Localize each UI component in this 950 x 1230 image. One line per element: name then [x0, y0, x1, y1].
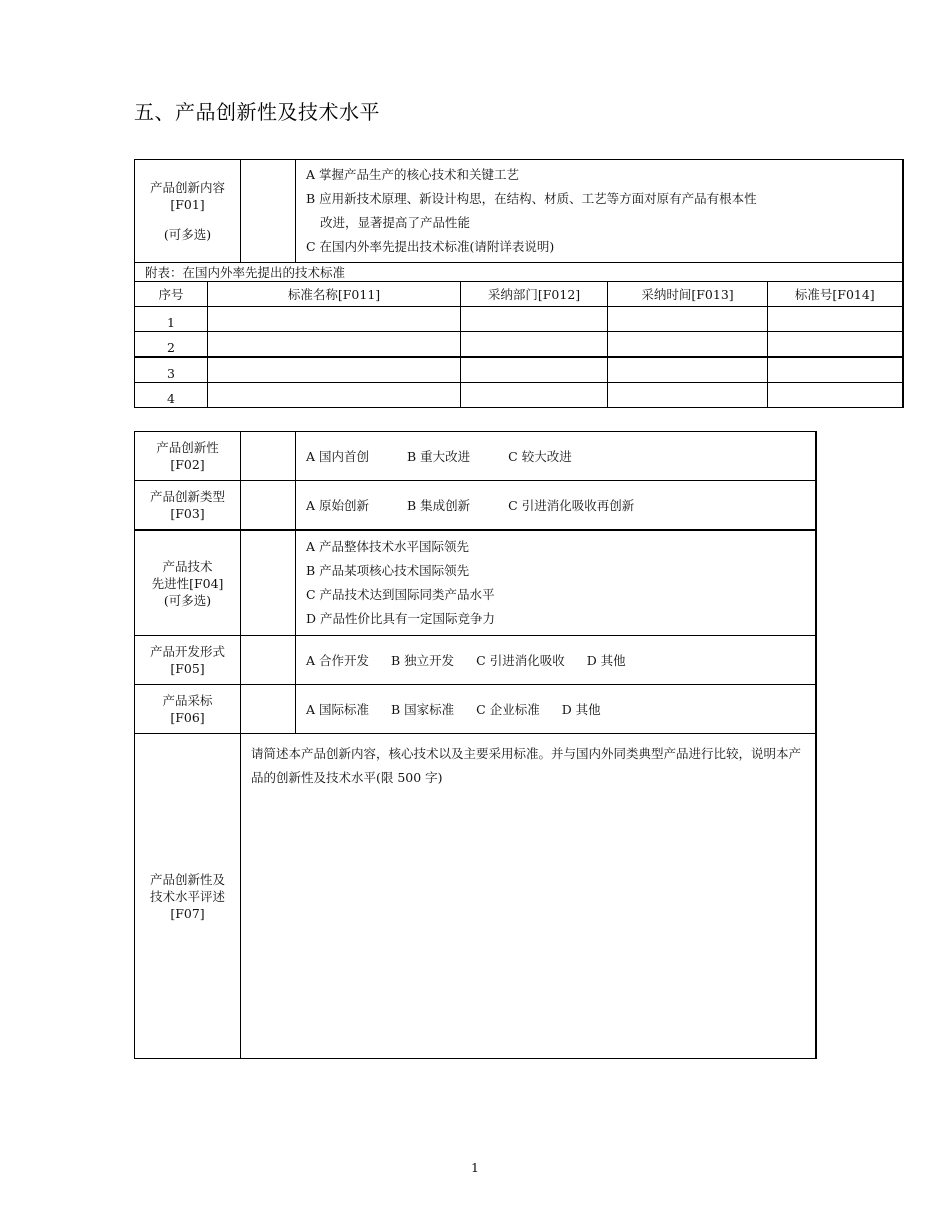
adopting-dept-cell[interactable] [461, 383, 608, 408]
f05-label-cell [135, 636, 241, 685]
f04-option-a: A 产品整体技术水平国际领先 [306, 539, 470, 554]
f06-label-cell [135, 685, 241, 734]
f03-label-code: [F03] [170, 506, 205, 521]
f02-row [135, 432, 816, 481]
row-index: 3 [135, 357, 208, 383]
f01-option-c: C 在国内外率先提出技术标准(请附详表说明) [306, 239, 555, 254]
standard-number-cell[interactable] [768, 357, 903, 383]
f03-options-cell [296, 481, 816, 531]
f05-choice-cell[interactable] [241, 636, 296, 685]
f04-row [135, 530, 816, 636]
f07-label-code: [F07] [170, 905, 205, 921]
f04-label-cell [135, 530, 241, 636]
f06-option-a: A 国际标准 [306, 701, 370, 717]
f01-label-code: [F01] [170, 197, 205, 212]
f02-option-b: B 重大改进 [407, 448, 471, 464]
f04-label-note: (可多选) [163, 592, 212, 608]
standard-name-cell[interactable] [208, 383, 461, 408]
f04-label-title: 产品技术 [162, 558, 213, 574]
appendix-header-row [135, 282, 903, 307]
standard-number-cell[interactable] [768, 307, 903, 332]
innovation-assessment-table [134, 431, 817, 1059]
f05-label-code: [F05] [170, 661, 205, 676]
appendix-title-row [135, 263, 903, 282]
f01-option-a: A 掌握产品生产的核心技术和关键工艺 [306, 167, 520, 182]
standard-name-cell[interactable] [208, 332, 461, 358]
f04-label-code: 先进性[F04] [151, 575, 224, 591]
f01-options-cell [296, 160, 903, 263]
standard-name-cell[interactable] [208, 357, 461, 383]
f01-option-b-continued: 改进，显著提高了产品性能 [320, 215, 471, 230]
f02-option-c: C 较大改进 [508, 448, 572, 464]
col-header-adopting-dept: 采纳部门[F012] [461, 282, 608, 307]
f05-option-b: B 独立开发 [391, 652, 455, 668]
f06-option-b: B 国家标准 [391, 701, 455, 717]
f01-label-cell [135, 160, 241, 263]
f02-option-a: A 国内首创 [306, 448, 370, 464]
f05-option-c: C 引进消化吸收 [476, 652, 565, 668]
f07-label-cell [135, 734, 241, 1059]
f06-label-title: 产品采标 [162, 693, 213, 708]
adopting-dept-cell[interactable] [461, 307, 608, 332]
f01-choice-cell[interactable] [241, 160, 296, 263]
adopting-dept-cell[interactable] [461, 357, 608, 383]
f01-label-title: 产品创新内容 [150, 180, 226, 195]
f01-option-b: B 应用新技术原理、新设计构思，在结构、材质、工艺等方面对原有产品有根本性 [306, 191, 757, 206]
f04-option-d: D 产品性价比具有一定国际竞争力 [306, 611, 495, 626]
f03-option-c: C 引进消化吸收再创新 [508, 497, 635, 513]
adoption-time-cell[interactable] [608, 307, 768, 332]
col-header-index: 序号 [135, 282, 208, 307]
appendix-title: 附表：在国内外率先提出的技术标准 [135, 263, 903, 282]
f04-options-cell [296, 530, 816, 636]
standard-number-cell[interactable] [768, 383, 903, 408]
row-index: 1 [135, 307, 208, 332]
table-row [135, 383, 903, 408]
f05-row [135, 636, 816, 685]
f05-option-a: A 合作开发 [306, 652, 370, 668]
row-index: 4 [135, 383, 208, 408]
standard-name-cell[interactable] [208, 307, 461, 332]
adoption-time-cell[interactable] [608, 357, 768, 383]
f02-options-cell [296, 432, 816, 481]
f05-label-title: 产品开发形式 [149, 644, 225, 659]
standard-number-cell[interactable] [768, 332, 903, 358]
f06-row [135, 685, 816, 734]
f04-choice-cell[interactable] [241, 530, 296, 636]
f03-option-a: A 原始创新 [306, 497, 370, 513]
f06-option-c: C 企业标准 [476, 701, 540, 717]
f02-label-code: [F02] [170, 457, 205, 472]
f03-label-title: 产品创新类型 [149, 489, 225, 504]
f05-options-cell [296, 636, 816, 685]
adopting-dept-cell[interactable] [461, 332, 608, 358]
section-heading: 五、产品创新性及技术水平 [134, 100, 380, 124]
f07-instruction: 请简述本产品创新内容，核心技术以及主要采用标准。并与国内外同类典型产品进行比较，说明本产品的创新性及技术水平(限 500 字) [251, 746, 802, 785]
f02-label-title: 产品创新性 [156, 440, 219, 455]
f03-row [135, 481, 816, 531]
f06-choice-cell[interactable] [241, 685, 296, 734]
table-row [135, 332, 903, 358]
table-row [135, 357, 903, 383]
f07-label-subtitle: 技术水平评述 [149, 888, 225, 904]
f02-choice-cell[interactable] [241, 432, 296, 481]
f04-option-c: C 产品技术达到国际同类产品水平 [306, 587, 495, 602]
f03-choice-cell[interactable] [241, 481, 296, 531]
f01-row [135, 160, 903, 263]
f07-row [135, 734, 816, 1059]
f01-label-note: (可多选) [163, 227, 212, 242]
adoption-time-cell[interactable] [608, 332, 768, 358]
f02-label-cell [135, 432, 241, 481]
page-number: 1 [471, 1160, 479, 1175]
row-index: 2 [135, 332, 208, 358]
f06-label-code: [F06] [170, 710, 205, 725]
col-header-standard-number: 标准号[F014] [768, 282, 903, 307]
f03-option-b: B 集成创新 [407, 497, 471, 513]
f07-label-title: 产品创新性及 [149, 871, 225, 887]
adoption-time-cell[interactable] [608, 383, 768, 408]
f03-label-cell [135, 481, 241, 531]
col-header-standard-name: 标准名称[F011] [208, 282, 461, 307]
f06-option-d: D 其他 [561, 701, 601, 717]
f05-option-d: D 其他 [586, 652, 626, 668]
f06-options-cell [296, 685, 816, 734]
f07-description-area[interactable] [241, 734, 816, 1059]
col-header-adoption-time: 采纳时间[F013] [608, 282, 768, 307]
f04-option-b: B 产品某项核心技术国际领先 [306, 563, 470, 578]
innovation-content-table [134, 159, 904, 408]
table-row [135, 307, 903, 332]
